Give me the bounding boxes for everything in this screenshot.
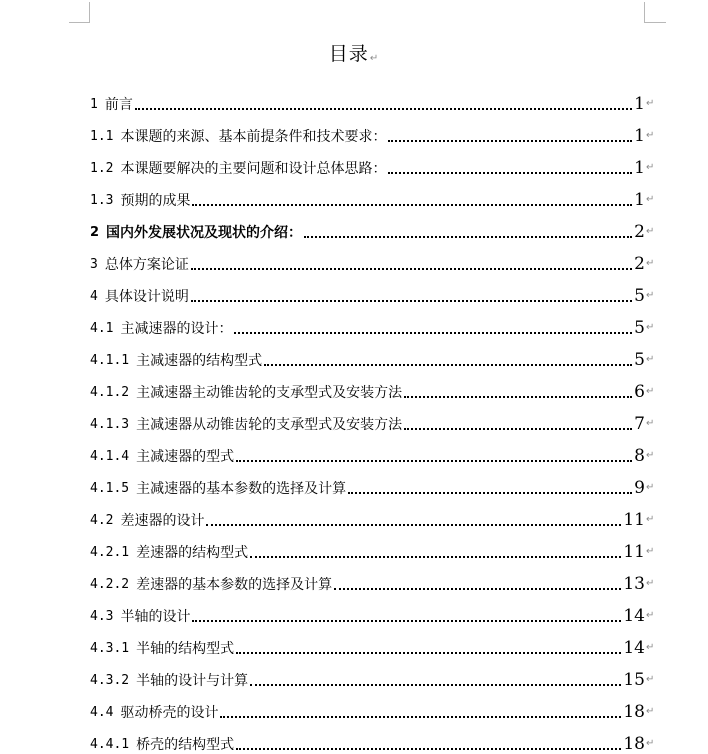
paragraph-mark-icon: ↵ [646, 706, 655, 717]
toc-entry[interactable] [90, 402, 656, 434]
toc-entry-title: 本课题的来源、基本前提条件和技术要求： [120, 129, 387, 145]
paragraph-mark-icon: ↵ [646, 578, 655, 589]
toc-entry-number: 4.1.2 [90, 385, 130, 400]
toc-dot-leader [206, 524, 621, 526]
toc-entry[interactable] [90, 530, 656, 562]
toc-entry-title: 半轴的设计与计算 [136, 673, 249, 689]
toc-entry-page-number: 2 [634, 254, 645, 274]
toc-entry-page-number: 5 [634, 286, 645, 306]
toc-entry-number: 1 [90, 97, 98, 112]
toc-entry[interactable] [90, 242, 656, 274]
toc-entry[interactable] [90, 114, 656, 146]
toc-entry-title: 半轴的结构型式 [136, 641, 235, 657]
toc-entry-page-number: 13 [623, 574, 645, 594]
toc-entry[interactable] [90, 274, 656, 306]
toc-entry-title: 差速器的基本参数的选择及计算 [136, 577, 333, 593]
paragraph-mark-icon: ↵ [646, 130, 655, 141]
toc-entry-page-number: 18 [623, 734, 645, 754]
toc-entry-title: 本课题要解决的主要问题和设计总体思路： [120, 161, 387, 177]
toc-dot-leader [135, 108, 632, 110]
toc-entry-title: 国内外发展状况及现状的介绍： [106, 225, 303, 241]
toc-entry-title: 主减速器的设计： [120, 321, 233, 337]
toc-entry-number: 1.3 [90, 193, 114, 208]
toc-entry[interactable] [90, 594, 656, 626]
toc-dot-leader [264, 364, 632, 366]
toc-entry-number: 3 [90, 257, 98, 272]
toc-dot-leader [236, 748, 621, 750]
toc-entry-number: 4.4 [90, 705, 114, 720]
toc-dot-leader [348, 492, 632, 494]
toc-entry-title: 驱动桥壳的设计 [120, 705, 219, 721]
toc-entry-page-number: 9 [634, 478, 645, 498]
toc-entry-number: 4.3.1 [90, 641, 130, 656]
toc-entry-number: 4.1.4 [90, 449, 130, 464]
toc-entry-title: 主减速器的结构型式 [136, 353, 263, 369]
toc-entry-number: 4.2.1 [90, 545, 130, 560]
toc-entry[interactable] [90, 434, 656, 466]
paragraph-mark-icon: ↵ [646, 258, 655, 269]
toc-entry[interactable] [90, 370, 656, 402]
toc-entry-page-number: 7 [634, 414, 645, 434]
toc-entry-page-number: 11 [623, 542, 645, 562]
toc-entry-number: 4.3 [90, 609, 114, 624]
paragraph-mark-icon: ↵ [646, 546, 655, 557]
toc-entry-number: 4.1 [90, 321, 114, 336]
toc-dot-leader [191, 300, 632, 302]
toc-entry[interactable] [90, 210, 656, 242]
top-right-crop-mark [644, 2, 666, 23]
toc-entry[interactable] [90, 690, 656, 722]
toc-dot-leader [191, 268, 632, 270]
toc-dot-leader [192, 204, 632, 206]
toc-entry-title: 差速器的设计 [120, 513, 205, 529]
toc-entry-title: 主减速器的基本参数的选择及计算 [136, 481, 347, 497]
paragraph-mark-icon: ↵ [369, 53, 380, 64]
toc-entry-page-number: 1 [634, 190, 645, 210]
toc-entry-page-number: 18 [623, 702, 645, 722]
toc-entry-page-number: 1 [634, 158, 645, 178]
paragraph-mark-icon: ↵ [646, 482, 655, 493]
toc-entry-number: 4 [90, 289, 98, 304]
toc-entry[interactable] [90, 146, 656, 178]
toc-entry-number: 4.1.3 [90, 417, 130, 432]
toc-entry-number: 4.3.2 [90, 673, 130, 688]
toc-entry-number: 4.1.5 [90, 481, 130, 496]
paragraph-mark-icon: ↵ [646, 738, 655, 749]
toc-entry[interactable] [90, 626, 656, 658]
toc-entry[interactable] [90, 338, 656, 370]
toc-entry-title: 具体设计说明 [104, 289, 189, 305]
toc-entry-page-number: 2 [634, 222, 645, 242]
toc-entry-title: 总体方案论证 [104, 257, 189, 273]
toc-dot-leader [234, 332, 632, 334]
toc-entry-number: 2 [90, 225, 100, 240]
toc-entry-title: 主减速器的型式 [136, 449, 235, 465]
toc-dot-leader [236, 652, 621, 654]
toc-entry-page-number: 5 [634, 350, 645, 370]
paragraph-mark-icon: ↵ [646, 162, 655, 173]
paragraph-mark-icon: ↵ [646, 226, 655, 237]
paragraph-mark-icon: ↵ [646, 354, 655, 365]
paragraph-mark-icon: ↵ [646, 418, 655, 429]
toc-entry-number: 4.1.1 [90, 353, 130, 368]
toc-entry-title: 前言 [104, 97, 133, 113]
toc-entry-number: 4.4.1 [90, 737, 130, 752]
toc-dot-leader [192, 620, 621, 622]
paragraph-mark-icon: ↵ [646, 610, 655, 621]
toc-entry-page-number: 5 [634, 318, 645, 338]
toc-entry[interactable] [90, 498, 656, 530]
toc-entry[interactable] [90, 722, 656, 754]
toc-entry-page-number: 11 [623, 510, 645, 530]
toc-dot-leader [404, 428, 632, 430]
toc-dot-leader [250, 556, 621, 558]
paragraph-mark-icon: ↵ [646, 98, 655, 109]
toc-dot-leader [220, 716, 621, 718]
paragraph-mark-icon: ↵ [646, 450, 655, 461]
toc-entry-title: 桥壳的结构型式 [136, 737, 235, 753]
toc-entry-page-number: 1 [634, 94, 645, 114]
toc-dot-leader [334, 588, 621, 590]
toc-entry[interactable] [90, 466, 656, 498]
paragraph-mark-icon: ↵ [646, 386, 655, 397]
toc-entry-number: 1.1 [90, 129, 114, 144]
toc-entry-number: 4.2 [90, 513, 114, 528]
toc-entry-number: 1.2 [90, 161, 114, 176]
toc-entry[interactable] [90, 306, 656, 338]
toc-entry[interactable] [90, 562, 656, 594]
toc-entry-title: 半轴的设计 [120, 609, 191, 625]
paragraph-mark-icon: ↵ [646, 194, 655, 205]
toc-dot-leader [236, 460, 632, 462]
toc-entry[interactable] [90, 658, 656, 690]
toc-entry-title: 主减速器从动锥齿轮的支承型式及安装方法 [136, 417, 403, 433]
table-of-contents [90, 82, 656, 754]
toc-entry-number: 4.2.2 [90, 577, 130, 592]
toc-dot-leader [388, 140, 632, 142]
toc-dot-leader [250, 684, 621, 686]
toc-title [0, 41, 708, 72]
toc-entry-page-number: 14 [623, 638, 645, 658]
toc-title-text: 目录 [328, 43, 369, 65]
toc-dot-leader [404, 396, 632, 398]
toc-entry-title: 差速器的结构型式 [136, 545, 249, 561]
toc-entry-page-number: 6 [634, 382, 645, 402]
paragraph-mark-icon: ↵ [646, 674, 655, 685]
toc-entry-page-number: 14 [623, 606, 645, 626]
paragraph-mark-icon: ↵ [646, 290, 655, 301]
paragraph-mark-icon: ↵ [646, 514, 655, 525]
toc-entry-page-number: 8 [634, 446, 645, 466]
paragraph-mark-icon: ↵ [646, 642, 655, 653]
toc-entry-page-number: 1 [634, 126, 645, 146]
top-left-crop-mark [69, 2, 90, 23]
paragraph-mark-icon: ↵ [646, 322, 655, 333]
toc-dot-leader [388, 172, 632, 174]
toc-entry[interactable] [90, 82, 656, 114]
toc-entry[interactable] [90, 178, 656, 210]
toc-entry-title: 主减速器主动锥齿轮的支承型式及安装方法 [136, 385, 403, 401]
toc-entry-page-number: 15 [623, 670, 645, 690]
toc-entry-title: 预期的成果 [120, 193, 191, 209]
toc-dot-leader [304, 236, 632, 238]
